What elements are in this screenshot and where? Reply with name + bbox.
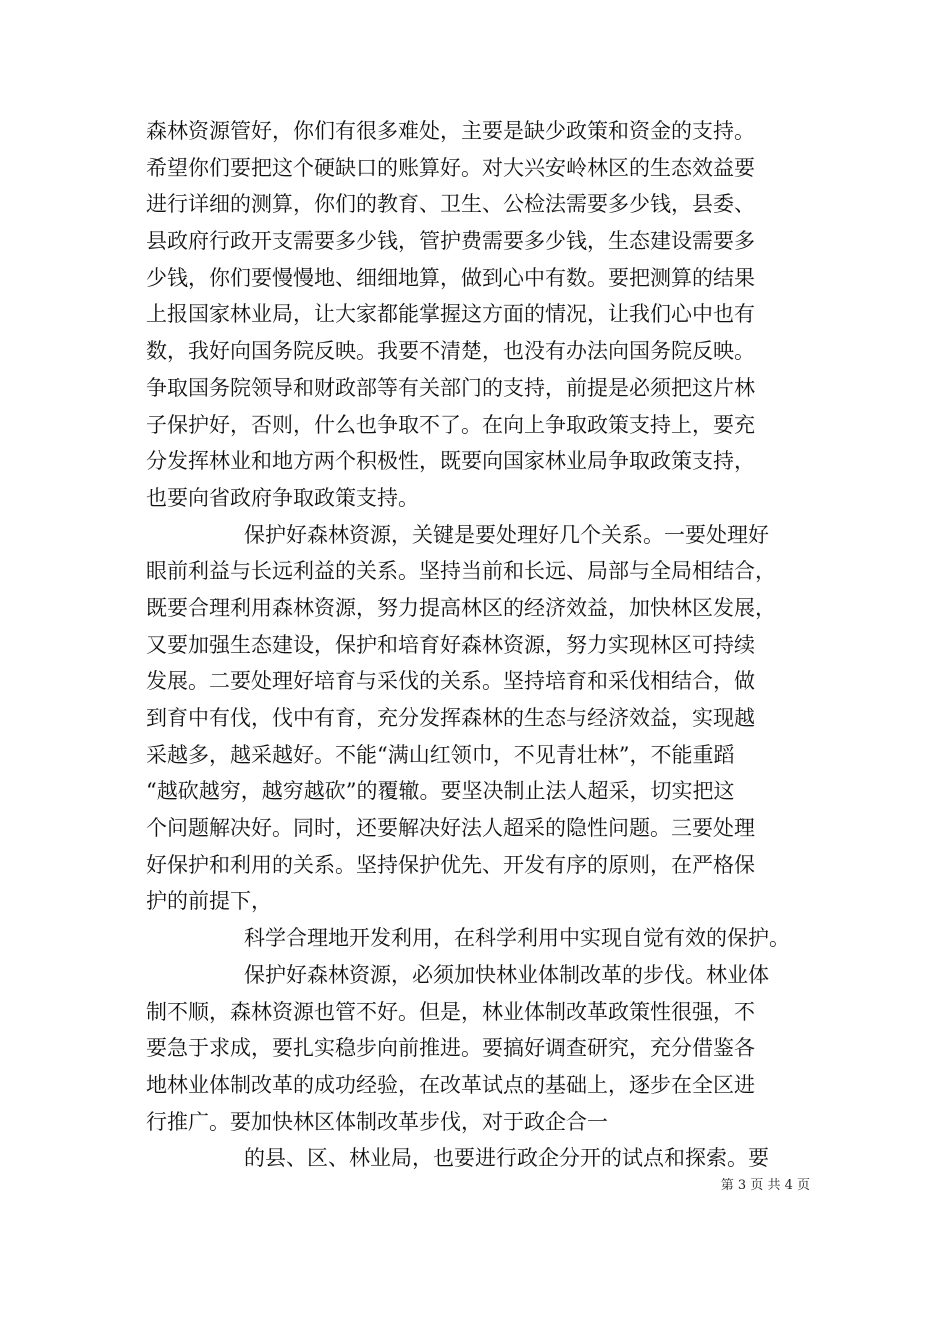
text-line: 县政府行政开支需要多少钱，管护费需要多少钱，生态建设需要多 (146, 229, 755, 254)
text-line: 数，我好向国务院反映。我要不清楚，也没有办法向国务院反映。 (146, 339, 755, 364)
text-line: 也要向省政府争取政策支持。 (146, 485, 419, 510)
text-line: 争取国务院领导和财政部等有关部门的支持，前提是必须把这片林 (146, 375, 755, 400)
text-line: 护的前提下， (146, 889, 272, 914)
text-line: 科学合理地开发利用，在科学利用中实现自觉有效的保护。 (244, 926, 790, 951)
text-line: 行推广。要加快林区体制改革步伐，对于政企合一 (146, 1109, 608, 1134)
text-line: 森林资源管好，你们有很多难处，主要是缺少政策和资金的支持。 (146, 119, 755, 143)
text-line: 保护好森林资源，关键是要处理好几个关系。一要处理好 (244, 522, 769, 547)
text-line: 上报国家林业局，让大家都能掌握这方面的情况，让我们心中也有 (146, 302, 755, 327)
text-line: 要急于求成，要扎实稳步向前推进。要搞好调查研究，充分借鉴各 (146, 1036, 755, 1061)
text-line: 好保护和利用的关系。坚持保护优先、开发有序的原则，在严格保 (146, 852, 755, 877)
text-line: 希望你们要把这个硬缺口的账算好。对大兴安岭林区的生态效益要 (146, 155, 755, 180)
text-line: 的县、区、林业局，也要进行政企分开的试点和探索。要 (244, 1146, 769, 1171)
text-line: 既要合理利用森林资源，努力提高林区的经济效益，加快林区发展， (146, 595, 776, 620)
page-footer: 第 3 页 共 4 页 (720, 1178, 810, 1193)
text-line: 保护好森林资源，必须加快林业体制改革的步伐。林业体 (244, 962, 769, 987)
text-line: 又要加强生态建设，保护和培育好森林资源，努力实现林区可持续 (146, 632, 755, 657)
text-line: 少钱，你们要慢慢地、细细地算，做到心中有数。要把测算的结果 (146, 265, 755, 290)
text-line: 制不顺，森林资源也管不好。但是，林业体制改革政策性很强，不 (146, 999, 755, 1024)
text-line: “越砍越穷，越穷越砍”的覆辙。要坚决制止法人超采，切实把这 (146, 779, 735, 804)
text-line: 进行详细的测算，你们的教育、卫生、公检法需要多少钱，县委、 (146, 192, 755, 217)
text-line: 子保护好，否则，什么也争取不了。在向上争取政策支持上，要充 (146, 412, 755, 437)
text-line: 个问题解决好。同时，还要解决好法人超采的隐性问题。三要处理 (146, 816, 755, 841)
text-line: 采越多，越采越好。不能“满山红领巾，不见青壮林”，不能重蹈 (146, 742, 735, 767)
text-line: 发展。二要处理好培育与采伐的关系。坚持培育和采伐相结合，做 (146, 669, 755, 694)
text-line: 地林业体制改革的成功经验，在改革试点的基础上，逐步在全区进 (146, 1072, 755, 1097)
text-line: 到育中有伐，伐中有育，充分发挥森林的生态与经济效益，实现越 (146, 706, 755, 730)
text-line: 眼前利益与长远利益的关系。坚持当前和长远、局部与全局相结合， (146, 559, 776, 584)
text-line: 分发挥林业和地方两个积极性，既要向国家林业局争取政策支持， (146, 449, 755, 474)
body-text (146, 113, 826, 1177)
